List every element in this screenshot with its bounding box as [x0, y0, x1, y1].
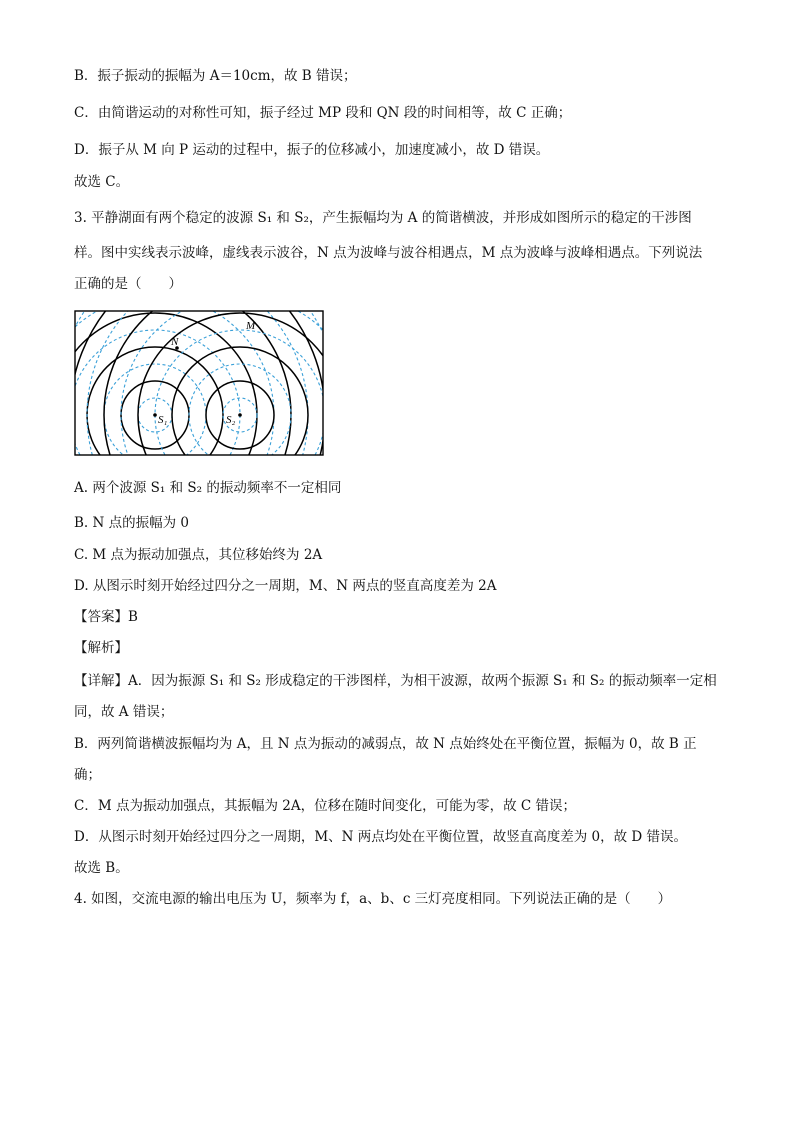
option-b: B. N 点的振幅为 0	[74, 515, 189, 531]
question-3-line-1: 3. 平静湖面有两个稳定的波源 S₁ 和 S₂，产生振幅均为 A 的简谐横波，并形成如图所示的稳定的干涉图	[74, 210, 692, 226]
text-line-c: C．由简谐运动的对称性可知，振子经过 MP 段和 QN 段的时间相等，故 C 正确；	[74, 105, 572, 121]
figure-frame	[75, 311, 323, 455]
label-s2: S₂	[226, 414, 236, 426]
detail-line-6: D．从图示时刻开始经过四分之一周期，M、N 两点均处在平衡位置，故竖直高度差为 0，故 D 错误。	[74, 829, 688, 845]
text-line-conclusion: 故选 C。	[74, 174, 130, 190]
detail-line-3: B．两列简谐横波振幅均为 A，且 N 点为振动的减弱点，故 N 点始终处在平衡位置，振幅为 0，故 B 正	[74, 736, 697, 752]
detail-line-2: 同，故 A 错误；	[74, 704, 174, 720]
interference-figure	[74, 310, 324, 456]
text-line-d: D．振子从 M 向 P 运动的过程中，振子的位移减小，加速度减小，故 D 错误。	[74, 142, 550, 158]
crest-circle-s1	[87, 347, 223, 456]
label-n: N	[171, 336, 179, 348]
detail-line-7: 故选 B。	[74, 860, 129, 876]
detail-line-5: C．M 点为振动加强点，其振幅为 2A，位移在随时间变化，可能为零，故 C 错误；	[74, 798, 576, 814]
option-d: D. 从图示时刻开始经过四分之一周期，M、N 两点的竖直高度差为 2A	[74, 578, 497, 594]
crest-circle-s2	[172, 347, 308, 456]
source-s2-dot	[238, 413, 242, 417]
label-m: M	[246, 320, 256, 332]
question-3-line-2: 样。图中实线表示波峰，虚线表示波谷，N 点为波峰与波谷相遇点，M 点为波峰与波峰相遇点。下列说法	[74, 245, 703, 261]
label-s1: S₁	[158, 414, 168, 426]
detail-line-4: 确；	[74, 767, 101, 783]
question-3-line-3: 正确的是（ ）	[74, 276, 182, 292]
analysis-label: 【解析】	[74, 640, 128, 656]
detail-line-1: 【详解】A．因为振源 S₁ 和 S₂ 形成稳定的干涉图样，为相干波源，故两个振源 S₁ 和 S₂ 的振动频率一定相	[74, 673, 717, 689]
interference-diagram	[74, 310, 324, 456]
crest-circle-s1	[74, 313, 257, 456]
question-4-line-1: 4. 如图，交流电源的输出电压为 U，频率为 f，a、b、c 三灯亮度相同。下列说法正确的是（ ）	[74, 891, 672, 907]
crest-circle-s2	[138, 313, 324, 456]
text-line-b: B．振子振动的振幅为 A＝10cm，故 B 错误；	[74, 68, 357, 84]
answer-label: 【答案】B	[74, 609, 138, 625]
source-s1-dot	[153, 413, 157, 417]
option-a: A. 两个波源 S₁ 和 S₂ 的振动频率不一定相同	[74, 480, 342, 496]
option-c: C. M 点为振动加强点，其位移始终为 2A	[74, 547, 323, 563]
